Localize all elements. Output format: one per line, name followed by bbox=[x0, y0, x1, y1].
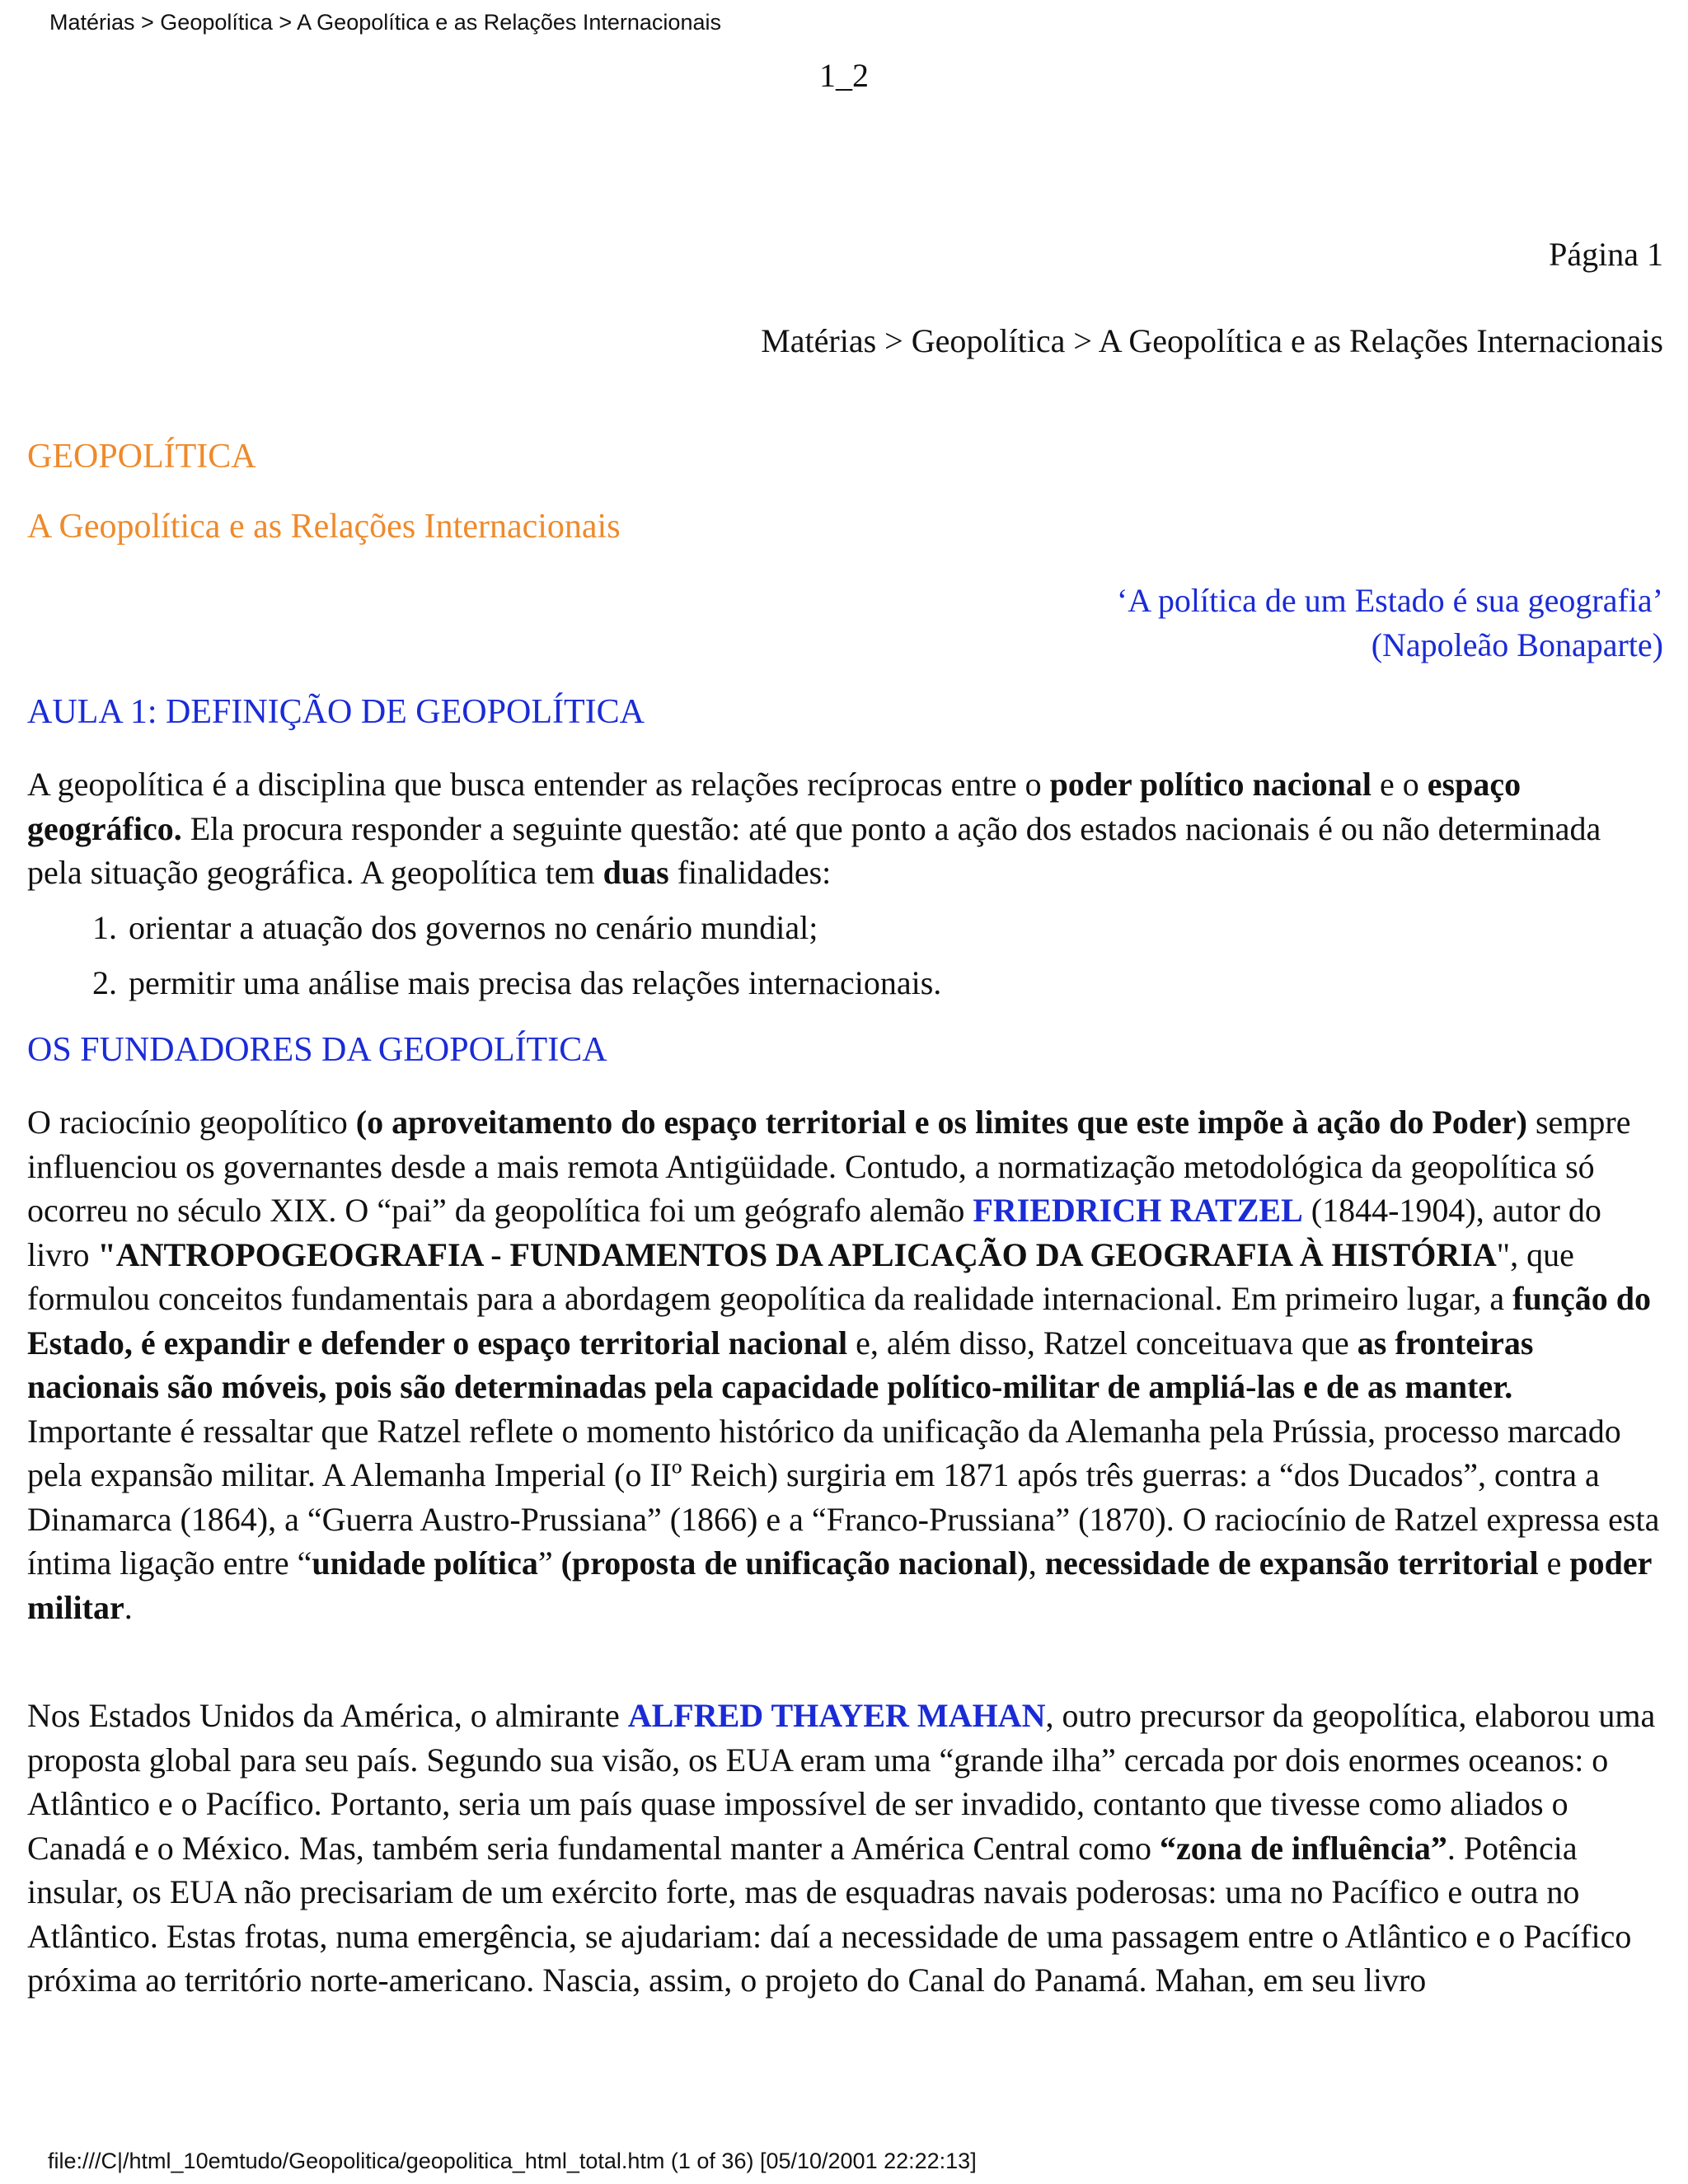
ratzel-link[interactable]: FRIEDRICH RATZEL bbox=[973, 1192, 1303, 1229]
bold-run: "ANTROPOGEOGRAFIA - FUNDAMENTOS DA APLICAÇÃO DA GEOGRAFIA À HISTÓRIA bbox=[97, 1235, 1497, 1273]
text-run: Nos Estados Unidos da América, o almirante bbox=[27, 1697, 628, 1734]
goals-list bbox=[71, 900, 941, 1010]
breadcrumb-separator: > bbox=[876, 322, 912, 359]
text-run: e, além disso, Ratzel conceituava que bbox=[847, 1324, 1357, 1361]
page-label: Página 1 bbox=[1549, 236, 1663, 273]
bold-run: as fronteiras nacionais são móveis, pois são determinadas pela capacidade político-militar de ampliá-las e de as manter. bbox=[27, 1324, 1534, 1405]
page-code: 1_2 bbox=[819, 57, 869, 94]
text-run: , outro precursor da geopolítica, elaborou uma proposta global para seu país. Segundo sua visão, os EUA eram uma “grande ilha” cercada por dois enormes oceanos: o Atlântico e o Pacífico. Portanto, seria um país quase impossível de ser invadido, contanto que tivesse como aliados o Canadá e o México. Mas, também seria fundamental manter a América Central como bbox=[27, 1697, 1656, 1867]
bold-run: poder militar bbox=[27, 1544, 1652, 1626]
list-item: 2. permitir uma análise mais precisa das relações internacionais. bbox=[125, 955, 941, 1010]
text-run: e o bbox=[1372, 766, 1428, 803]
text-run: (1844-1904), autor do livro bbox=[27, 1192, 1601, 1273]
bold-run: duas bbox=[603, 854, 669, 891]
bold-run: função do Estado, é expandir e defender o espaço territorial nacional bbox=[27, 1280, 1651, 1361]
print-header: Matérias > Geopolítica > A Geopolítica e as Relações Internacionais bbox=[49, 10, 721, 35]
quote-author: (Napoleão Bonaparte) bbox=[1371, 626, 1663, 663]
mahan-link[interactable]: ALFRED THAYER MAHAN bbox=[627, 1697, 1046, 1734]
fundadores-paragraph bbox=[27, 1100, 1663, 1629]
bold-run: “zona de influência” bbox=[1159, 1829, 1447, 1867]
quote-text: ‘A política de um Estado é sua geografia’ bbox=[1116, 582, 1663, 619]
text-run: Importante é ressaltar que Ratzel reflete o momento histórico da unificação da Alemanha pela Prússia, processo marcado pela expansão militar. A Alemanha Imperial (o IIº Reich) surgiria em 1871 após três guerras: a “dos Ducados”, contra a Dinamarca (1864), a “Guerra Austro-Prussiana” (1866) e a “Franco-Prussiana” (1870). O raciocínio de Ratzel expressa esta íntima ligação entre “ bbox=[27, 1412, 1660, 1582]
eua-paragraph bbox=[27, 1694, 1663, 2003]
bold-run: (o aproveitamento do espaço territorial e os limites que este impõe à ação do Poder) bbox=[355, 1104, 1527, 1141]
breadcrumb-item-geopolitica[interactable]: Geopolítica bbox=[911, 322, 1066, 359]
text-run: . Potência insular, os EUA não precisariam de um exército forte, mas de esquadras navais poderosas: uma no Pacífico e outra no Atlântico. Estas frotas, numa emergência, se ajudariam: daí a necessidade de uma passagem entre o Atlântico e o Pacífico próxima ao território norte-americano. Nascia, assim, o projeto do Canal do Panamá. Mahan, em seu livro bbox=[27, 1829, 1632, 1999]
site-title: GEOPOLÍTICA bbox=[27, 438, 256, 476]
bold-run: espaço geográfico. bbox=[27, 766, 1522, 847]
breadcrumb-item-current: A Geopolítica e as Relações Internacionais bbox=[1098, 322, 1663, 359]
section-heading-fundadores: OS FUNDADORES DA GEOPOLÍTICA bbox=[27, 1031, 607, 1069]
text-run: , bbox=[1028, 1544, 1045, 1582]
text-run: ” bbox=[537, 1544, 561, 1582]
bold-run: poder político nacional bbox=[1049, 766, 1372, 803]
text-run: e bbox=[1538, 1544, 1570, 1582]
bold-run: (proposta de unificação nacional) bbox=[560, 1544, 1029, 1582]
bold-run: necessidade de expansão territorial bbox=[1044, 1544, 1539, 1582]
section-heading-aula-1: AULA 1: DEFINIÇÃO DE GEOPOLÍTICA bbox=[27, 693, 645, 731]
breadcrumb-item-materias[interactable]: Matérias bbox=[761, 322, 877, 359]
breadcrumb-separator: > bbox=[1065, 322, 1099, 359]
list-item: 1. orientar a atuação dos governos no cenário mundial; bbox=[125, 900, 941, 955]
breadcrumb bbox=[761, 321, 1663, 360]
intro-paragraph bbox=[27, 762, 1663, 895]
text-run: O raciocínio geopolítico bbox=[27, 1104, 356, 1141]
text-run: A geopolítica é a disciplina que busca entender as relações recíprocas entre o bbox=[27, 766, 1050, 803]
text-run: Ela procura responder a seguinte questão: até que ponto a ação dos estados nacionais é ou não determinada pela situação geográfica. A geopolítica tem bbox=[27, 809, 1601, 891]
epigraph-quote bbox=[1117, 579, 1663, 668]
text-run: . bbox=[124, 1588, 133, 1626]
text-run: sempre influenciou os governantes desde a mais remota Antigüidade. Contudo, a normatização metodológica da geopolítica só ocorreu no século XIX. O “pai” da geopolítica foi um geógrafo alemão bbox=[27, 1104, 1631, 1229]
page-subtitle: A Geopolítica e as Relações Internacionais bbox=[27, 508, 621, 546]
print-footer: file:///C|/html_10emtudo/Geopolitica/geopolitica_html_total.htm (1 of 36) [05/10/2001 22:22:13] bbox=[48, 2149, 977, 2173]
bold-run: unidade política bbox=[312, 1544, 538, 1582]
text-run: finalidades: bbox=[668, 854, 832, 891]
text-run: ", que formulou conceitos fundamentais para a abordagem geopolítica da realidade internacional. Em primeiro lugar, a bbox=[27, 1235, 1574, 1317]
